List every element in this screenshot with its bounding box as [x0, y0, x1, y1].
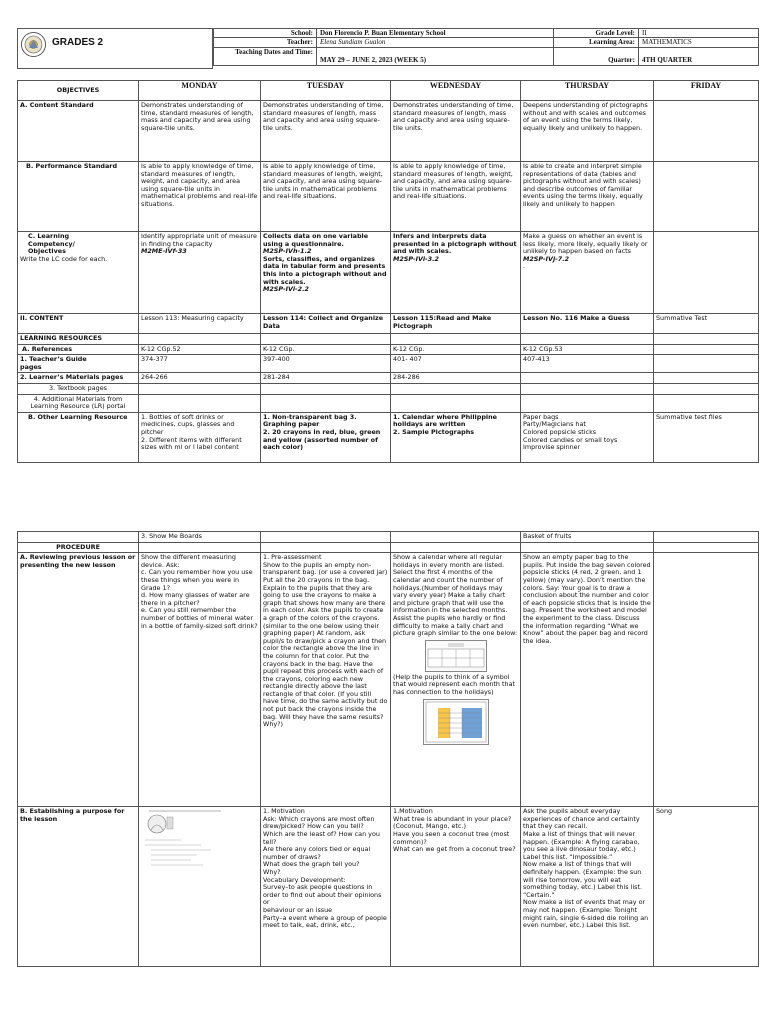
lm-label: 2. Learner’s Materials pages [18, 373, 139, 384]
competency-wed-text: Infers and interprets data presented in a pictograph without and with scales. [393, 232, 517, 256]
tg-thu: 407-413 [521, 355, 654, 373]
other-resource-fri: Summative test files [654, 412, 759, 462]
area-value: MATHEMATICS [639, 38, 759, 47]
content-wed: Lesson 115:Read and Make Pictograph [391, 314, 521, 334]
content-standard-wed: Demonstrates understanding of time, standard measures of length, mass and capacity and area using square-tile units. [391, 101, 521, 162]
grade-value: II [639, 29, 759, 38]
additional-label: 4. Additional Materials from Learning Resource (LR) portal [18, 394, 139, 412]
school-label: School: [214, 29, 317, 38]
procedure-table [17, 531, 759, 967]
tg-mon: 374-377 [139, 355, 261, 373]
header-info-table [213, 28, 759, 66]
header-logo-block [17, 28, 213, 69]
content-standard-mon: Demonstrates understanding of time, standard measures of length, mass and capacity and area using square-tile units. [139, 101, 261, 162]
tg-tue: 397-400 [261, 355, 391, 373]
competency-tue-code2: M2SP-IVi-2.2 [263, 285, 310, 294]
lm-tue: 281-284 [261, 373, 391, 384]
cont-mon: 3. Show Me Boards [139, 532, 261, 543]
dates-label: Teaching Dates and Time: [214, 47, 317, 65]
competency-tue [261, 232, 391, 314]
competency-tue-code: M2SP-IVh-1.2 [263, 247, 312, 256]
deped-seal-icon [21, 32, 46, 57]
competency-mon-code: M2ME-IVf-33 [141, 247, 187, 256]
teacher-label: Teacher: [214, 38, 317, 47]
cont-thu: Basket of fruits [521, 532, 654, 543]
quarter-label: Quarter: [554, 47, 639, 65]
tally-chart-image [425, 640, 487, 672]
wednesday-header: WEDNESDAY [391, 81, 521, 101]
content-standard-label: A. Content Standard [18, 101, 139, 162]
review-label: A. Reviewing previous lesson or presenting the new lesson [18, 553, 139, 807]
references-label: A. References [18, 344, 139, 355]
performance-standard-tue: Is able to apply knowledge of time, standard measures of length, weight, and capacity, and area using square-tile units in mathematical problems and real-life situations. [261, 162, 391, 232]
competency-wed-code: M2SP-IVi-3.2 [393, 254, 440, 263]
content-tue: Lesson 114: Collect and Organize Data [261, 314, 391, 334]
resources-label: LEARNING RESOURCES [18, 334, 139, 345]
references-wed: K-12 CGp. [391, 344, 521, 355]
competency-wed [391, 232, 521, 314]
performance-standard-thu: Is able to create and interpret simple representations of data (tables and pictographs without and with scales) and describe outcomes of familiar events using the terms likely, equally likely and unlikely to happen [521, 162, 654, 232]
competency-fri [654, 232, 759, 314]
objectives-header: OBJECTIVES [18, 81, 139, 101]
grades-title: GRADES 2 [52, 37, 104, 48]
review-wed-text: Show a calendar where all regular holidays in every month are listed. Select the first 4 months of the calendar and count the number of holidays.(Number of holidays may vary every year) Make a tally chart and picture graph that will use the information in the selected months. Assist the pupils who hardly or find difficulty to make a tally chart and picture graph similar to the one below: [393, 553, 518, 638]
tg-wed: 401- 407 [391, 355, 521, 373]
other-resource-thu: Paper bags Party/Magicians hat Colored popsicle sticks Colored candies or small toys Improvise spinner [521, 412, 654, 462]
competency-label-cell [18, 232, 139, 314]
competency-mon [139, 232, 261, 314]
competency-mon-text: Identify appropriate unit of measure in finding the capacity [141, 232, 257, 248]
content-standard-thu: Deepens understanding of pictographs without and with scales and outcomes of an event using the terms likely, equally likely and unlikely to happen. [521, 101, 654, 162]
content-thu: Lesson No. 116 Make a Guess [521, 314, 654, 334]
other-resource-label: B. Other Learning Resource [18, 412, 139, 462]
tuesday-header: TUESDAY [261, 81, 391, 101]
competency-thu [521, 232, 654, 314]
thursday-header: THURSDAY [521, 81, 654, 101]
school-value: Don Florencio P. Buan Elementary School [317, 29, 554, 38]
lesson-plan-table [17, 80, 759, 463]
other-resource-wed: 1. Calendar where Philippine holidays are written 2. Sample Pictographs [391, 412, 521, 462]
review-thu: Show an empty paper bag to the pupils. Put inside the bag seven colored popsicle sticks (4 red, 2 green, and 1 yellow) (may vary). Don’t mention the colors. Say: Your goal is to draw a conclusion about the number and color of each popsicle sticks that is inside the bag. Present the worksheet and model the experiment to the class. Discuss the information regarding “What we Know” about the paper bag and record the idea. [521, 553, 654, 807]
lm-mon: 264-266 [139, 373, 261, 384]
performance-standard-wed: Is able to apply knowledge of time, standard measures of length, weight, and capacity, and area using square-tile units in mathematical problems and real-life situations. [391, 162, 521, 232]
competency-tue-text: Collects data on one variable using a questionnaire. [263, 232, 369, 248]
purpose-fri: Song [654, 807, 759, 967]
purpose-label: B. Establishing a purpose for the lesson [18, 807, 139, 967]
performance-standard-label: B. Performance Standard [18, 162, 139, 232]
references-tue: K-12 CGp. [261, 344, 391, 355]
friday-header: FRIDAY [654, 81, 759, 101]
purpose-tue: 1. Motivation Ask: Which crayons are most often drew/picked? How can you tell? Which are the least of? How can you tell? Are there any colors tied or equal number of draws? What does the graph tell you? Why? Vocabulary Development: Survey–to ask people questions in order to find out about their opinions or behaviour or an issue Party–a event where a group of people meet to talk, eat, drink, etc., [261, 807, 391, 967]
references-mon: K-12 CGp.52 [139, 344, 261, 355]
quarter-value: 4TH QUARTER [639, 47, 759, 65]
tg-label: 1. Teacher’s Guide pages [18, 355, 139, 373]
dates-value: MAY 29 – JUNE 2, 2023 (WEEK 5) [317, 47, 554, 65]
textbook-label: 3. Textbook pages [18, 383, 139, 394]
competency-lc-note: Write the LC code for each. [20, 254, 108, 263]
content-fri: Summative Test [654, 314, 759, 334]
area-label: Learning Area: [554, 38, 639, 47]
review-mon: Show the different measuring device. Ask: c. Can you remember how you use these things when you were in Grade 1? d. How many glasses of water are there in a pitcher? e. Can you still remember the number of bottles of mineral water in a bottle of family-sized soft drink? [139, 553, 261, 807]
monday-header: MONDAY [139, 81, 261, 101]
review-wed-after: (Help the pupils to think of a symbol that would represent each month that has connection to the holidays) [393, 672, 515, 696]
content-standard-fri [654, 101, 759, 162]
performance-standard-mon: Is able to apply knowledge of time, standard measures of length, weight, and capacity, and area using square-tile units in mathematical problems and real-life situations. [139, 162, 261, 232]
review-wed [391, 553, 521, 807]
content-label: II. CONTENT [18, 314, 139, 334]
lm-wed: 284-286 [391, 373, 521, 384]
worksheet-thumbnail-image [141, 808, 227, 870]
competency-label: C. Learning Competency/ Objectives [28, 232, 75, 256]
purpose-mon [139, 807, 261, 967]
grade-label: Grade Level: [554, 29, 639, 38]
purpose-thu: Ask the pupils about everyday experiences of chance and certainty that they can recall. Make a list of things that will never happen. (Example: A flying carabao, you see a live dinosaur today, etc.) Label this list. “Impossible.” Now make a list of things that will definitely happen. (Example: the sun will rise tomorrow, you will eat something today, etc.) Label this list. “Certain.” Now make a list of events that may or may not happen. (Example: Tonight might rain, single 6-sided die rolling an even number, etc.) Label this list. [521, 807, 654, 967]
other-resource-tue: 1. Non-transparent bag 3. Graphing paper 2. 20 crayons in red, blue, green and yellow (assorted number of each color) [261, 412, 391, 462]
references-thu: K-12 CGp.53 [521, 344, 654, 355]
procedure-label: PROCEDURE [18, 542, 139, 553]
competency-thu-code: M2SP-IVj-7.2 [523, 254, 570, 263]
teacher-value: Elena Sundiam Gualon [317, 38, 554, 47]
other-resource-mon: 1. Bottles of soft drinks or medicines, cups, glasses and pitcher 2. Different items with different sizes with ml or l label content [139, 412, 261, 462]
content-mon: Lesson 113: Measuring capacity [139, 314, 261, 334]
purpose-wed: 1.Motivation What tree is abundant in your place? (Coconut, Mango, etc.) Have you seen a coconut tree (most common)? What can we get from a coconut tree? [391, 807, 521, 967]
review-tue: 1. Pre-assessment Show to the pupils an empty non-transparent bag. (or use a covered jar) Put all the 20 crayons in the bag. Explain to the pupils that they are going to use the crayons to make a graph that shows how many are there in each color. Ask the pupils to create a graph of the colors of the crayons. (similar to the one below using their graphing paper) At random, ask pupil/s to draw/pick a crayon and then color the rectangle above the line in the column for that color. Put the crayons back in the bag. Have the pupil repeat this process with each of the crayons, coloring each new rectangle directly above the last rectangle of that color. (If you still have time, do the same activity but do not put back the crayons inside the bag. Will they have the same results? Why?) [261, 553, 391, 807]
competency-thu-dot: . [523, 262, 526, 271]
performance-standard-fri [654, 162, 759, 232]
competency-thu-text: Make a guess on whether an event is less likely, more likely, equally likely or unlikely to happen based on facts [523, 232, 648, 256]
content-standard-tue: Demonstrates understanding of time, standard measures of length, mass and capacity and area using square-tile units. [261, 101, 391, 162]
picture-graph-image [423, 699, 489, 745]
competency-tue-text2: Sorts, classifies, and organizes data in tabular form and presents this into a pictograph without and with scales. [263, 254, 387, 286]
